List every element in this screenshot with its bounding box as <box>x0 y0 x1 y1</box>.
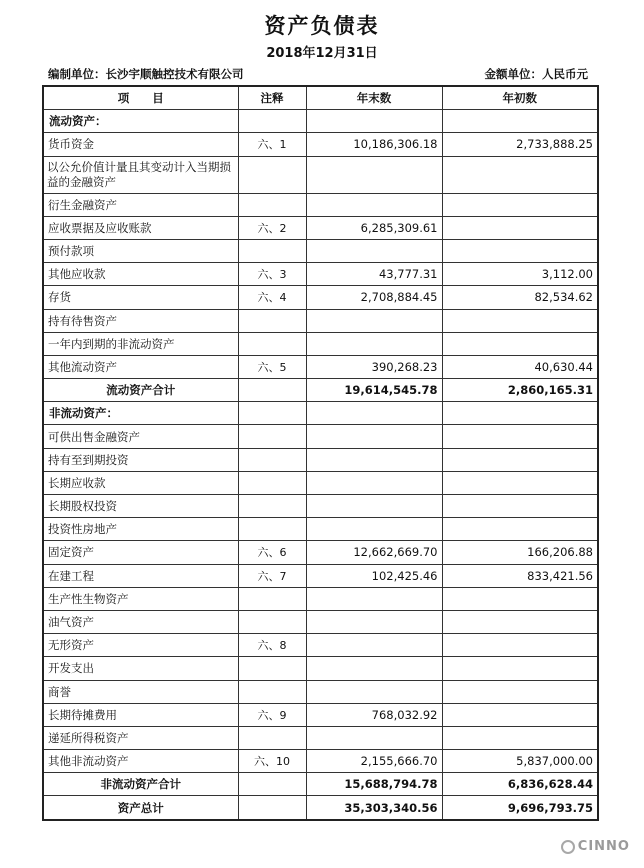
row-end-value: 2,708,884.45 <box>306 286 442 309</box>
row-begin-value <box>442 193 598 216</box>
row-end-value <box>306 425 442 448</box>
row-note <box>238 110 306 133</box>
row-begin-value <box>442 239 598 262</box>
table-row <box>43 750 598 773</box>
row-begin-value: 2,860,165.31 <box>442 379 598 402</box>
row-note <box>238 193 306 216</box>
table-row <box>43 495 598 518</box>
row-item-name: 投资性房地产 <box>43 518 238 541</box>
row-item-name: 在建工程 <box>43 564 238 587</box>
row-item-name: 持有至到期投资 <box>43 448 238 471</box>
row-item-name: 非流动资产： <box>43 402 238 425</box>
table-row <box>43 471 598 494</box>
row-begin-value <box>442 332 598 355</box>
row-item-name: 存货 <box>43 286 238 309</box>
row-begin-value <box>442 110 598 133</box>
row-end-value <box>306 110 442 133</box>
table-row <box>43 634 598 657</box>
cinno-logo-icon <box>561 840 575 854</box>
row-begin-value <box>442 495 598 518</box>
row-end-value: 6,285,309.61 <box>306 216 442 239</box>
table-row <box>43 564 598 587</box>
row-begin-value: 2,733,888.25 <box>442 133 598 156</box>
row-note <box>238 587 306 610</box>
row-end-value <box>306 239 442 262</box>
table-row <box>43 587 598 610</box>
row-begin-value <box>442 156 598 193</box>
table-row <box>43 541 598 564</box>
row-begin-value: 166,206.88 <box>442 541 598 564</box>
row-end-value <box>306 610 442 633</box>
column-header-note: 注释 <box>238 86 306 110</box>
table-row <box>43 680 598 703</box>
row-begin-value <box>442 402 598 425</box>
table-row <box>43 263 598 286</box>
table-row <box>43 332 598 355</box>
row-item-name: 应收票据及应收账款 <box>43 216 238 239</box>
row-begin-value <box>442 610 598 633</box>
row-item-name: 非流动资产合计 <box>43 773 238 796</box>
row-item-name: 其他流动资产 <box>43 355 238 378</box>
row-note: 六、2 <box>238 216 306 239</box>
row-begin-value <box>442 657 598 680</box>
row-end-value <box>306 680 442 703</box>
row-note <box>238 309 306 332</box>
row-end-value <box>306 448 442 471</box>
row-begin-value <box>442 587 598 610</box>
row-note <box>238 680 306 703</box>
row-item-name: 以公允价值计量且其变动计入当期损益的金融资产 <box>43 156 238 193</box>
row-begin-value: 82,534.62 <box>442 286 598 309</box>
row-begin-value <box>442 425 598 448</box>
row-note <box>238 332 306 355</box>
row-item-name: 流动资产： <box>43 110 238 133</box>
row-end-value: 768,032.92 <box>306 703 442 726</box>
table-row <box>43 110 598 133</box>
report-date: 2018年12月31日 <box>266 46 378 61</box>
table-row <box>43 703 598 726</box>
row-note: 六、8 <box>238 634 306 657</box>
row-note: 六、6 <box>238 541 306 564</box>
row-note <box>238 610 306 633</box>
row-end-value <box>306 471 442 494</box>
row-end-value <box>306 156 442 193</box>
row-item-name: 长期应收款 <box>43 471 238 494</box>
row-item-name: 递延所得税资产 <box>43 726 238 749</box>
row-item-name: 预付款项 <box>43 239 238 262</box>
row-item-name: 可供出售金融资产 <box>43 425 238 448</box>
row-end-value: 15,688,794.78 <box>306 773 442 796</box>
row-end-value: 12,662,669.70 <box>306 541 442 564</box>
row-begin-value: 40,630.44 <box>442 355 598 378</box>
table-row <box>43 286 598 309</box>
row-note <box>238 657 306 680</box>
table-row <box>43 657 598 680</box>
table-row <box>43 726 598 749</box>
row-end-value: 35,303,340.56 <box>306 796 442 820</box>
row-note: 六、3 <box>238 263 306 286</box>
row-note <box>238 471 306 494</box>
row-note <box>238 796 306 820</box>
row-item-name: 货币资金 <box>43 133 238 156</box>
row-end-value <box>306 587 442 610</box>
table-row <box>43 448 598 471</box>
row-item-name: 衍生金融资产 <box>43 193 238 216</box>
table-row <box>43 610 598 633</box>
row-item-name: 无形资产 <box>43 634 238 657</box>
row-item-name: 其他非流动资产 <box>43 750 238 773</box>
row-begin-value <box>442 471 598 494</box>
row-note <box>238 773 306 796</box>
currency-unit: 金额单位：人民币元 <box>484 67 588 81</box>
table-row <box>43 773 598 796</box>
table-header-row <box>43 86 598 110</box>
row-begin-value: 6,836,628.44 <box>442 773 598 796</box>
table-row <box>43 518 598 541</box>
row-item-name: 流动资产合计 <box>43 379 238 402</box>
row-item-name: 生产性生物资产 <box>43 587 238 610</box>
watermark-text: CINNO <box>577 839 630 854</box>
row-begin-value <box>442 634 598 657</box>
row-end-value: 43,777.31 <box>306 263 442 286</box>
row-note <box>238 156 306 193</box>
column-header-begin: 年初数 <box>442 86 598 110</box>
row-end-value <box>306 309 442 332</box>
table-row <box>43 239 598 262</box>
row-note <box>238 425 306 448</box>
row-begin-value <box>442 726 598 749</box>
row-item-name: 油气资产 <box>43 610 238 633</box>
row-note <box>238 495 306 518</box>
row-end-value <box>306 402 442 425</box>
row-end-value: 10,186,306.18 <box>306 133 442 156</box>
row-end-value: 2,155,666.70 <box>306 750 442 773</box>
row-note: 六、7 <box>238 564 306 587</box>
row-note <box>238 379 306 402</box>
row-begin-value <box>442 448 598 471</box>
row-begin-value: 833,421.56 <box>442 564 598 587</box>
row-end-value <box>306 495 442 518</box>
table-row <box>43 796 598 820</box>
table-row <box>43 156 598 193</box>
row-item-name: 长期股权投资 <box>43 495 238 518</box>
table-row <box>43 193 598 216</box>
row-begin-value <box>442 309 598 332</box>
watermark <box>561 839 630 854</box>
row-end-value <box>306 726 442 749</box>
row-item-name: 持有待售资产 <box>43 309 238 332</box>
row-item-name: 一年内到期的非流动资产 <box>43 332 238 355</box>
row-end-value <box>306 657 442 680</box>
row-note <box>238 402 306 425</box>
row-end-value <box>306 193 442 216</box>
row-begin-value: 9,696,793.75 <box>442 796 598 820</box>
row-end-value: 102,425.46 <box>306 564 442 587</box>
row-item-name: 资产总计 <box>43 796 238 820</box>
table-row <box>43 309 598 332</box>
column-header-item: 项 目 <box>43 86 238 110</box>
row-begin-value <box>442 518 598 541</box>
row-begin-value <box>442 680 598 703</box>
table-row <box>43 379 598 402</box>
table-row <box>43 133 598 156</box>
row-note: 六、5 <box>238 355 306 378</box>
row-begin-value: 3,112.00 <box>442 263 598 286</box>
row-note: 六、4 <box>238 286 306 309</box>
row-begin-value <box>442 216 598 239</box>
row-item-name: 固定资产 <box>43 541 238 564</box>
table-row <box>43 402 598 425</box>
row-note <box>238 448 306 471</box>
row-item-name: 开发支出 <box>43 657 238 680</box>
row-end-value: 390,268.23 <box>306 355 442 378</box>
row-note <box>238 239 306 262</box>
page-title: 资产负债表 <box>264 14 380 38</box>
row-end-value <box>306 518 442 541</box>
row-note: 六、1 <box>238 133 306 156</box>
row-end-value: 19,614,545.78 <box>306 379 442 402</box>
company-name: 编制单位：长沙宇顺触控技术有限公司 <box>48 67 244 81</box>
row-end-value <box>306 332 442 355</box>
column-header-end: 年末数 <box>306 86 442 110</box>
table-row <box>43 216 598 239</box>
row-note: 六、10 <box>238 750 306 773</box>
row-note: 六、9 <box>238 703 306 726</box>
row-item-name: 商誉 <box>43 680 238 703</box>
table-row <box>43 355 598 378</box>
row-item-name: 长期待摊费用 <box>43 703 238 726</box>
row-begin-value <box>442 703 598 726</box>
row-item-name: 其他应收款 <box>43 263 238 286</box>
row-note <box>238 726 306 749</box>
balance-sheet-table <box>42 85 599 821</box>
row-note <box>238 518 306 541</box>
row-begin-value: 5,837,000.00 <box>442 750 598 773</box>
row-end-value <box>306 634 442 657</box>
table-row <box>43 425 598 448</box>
